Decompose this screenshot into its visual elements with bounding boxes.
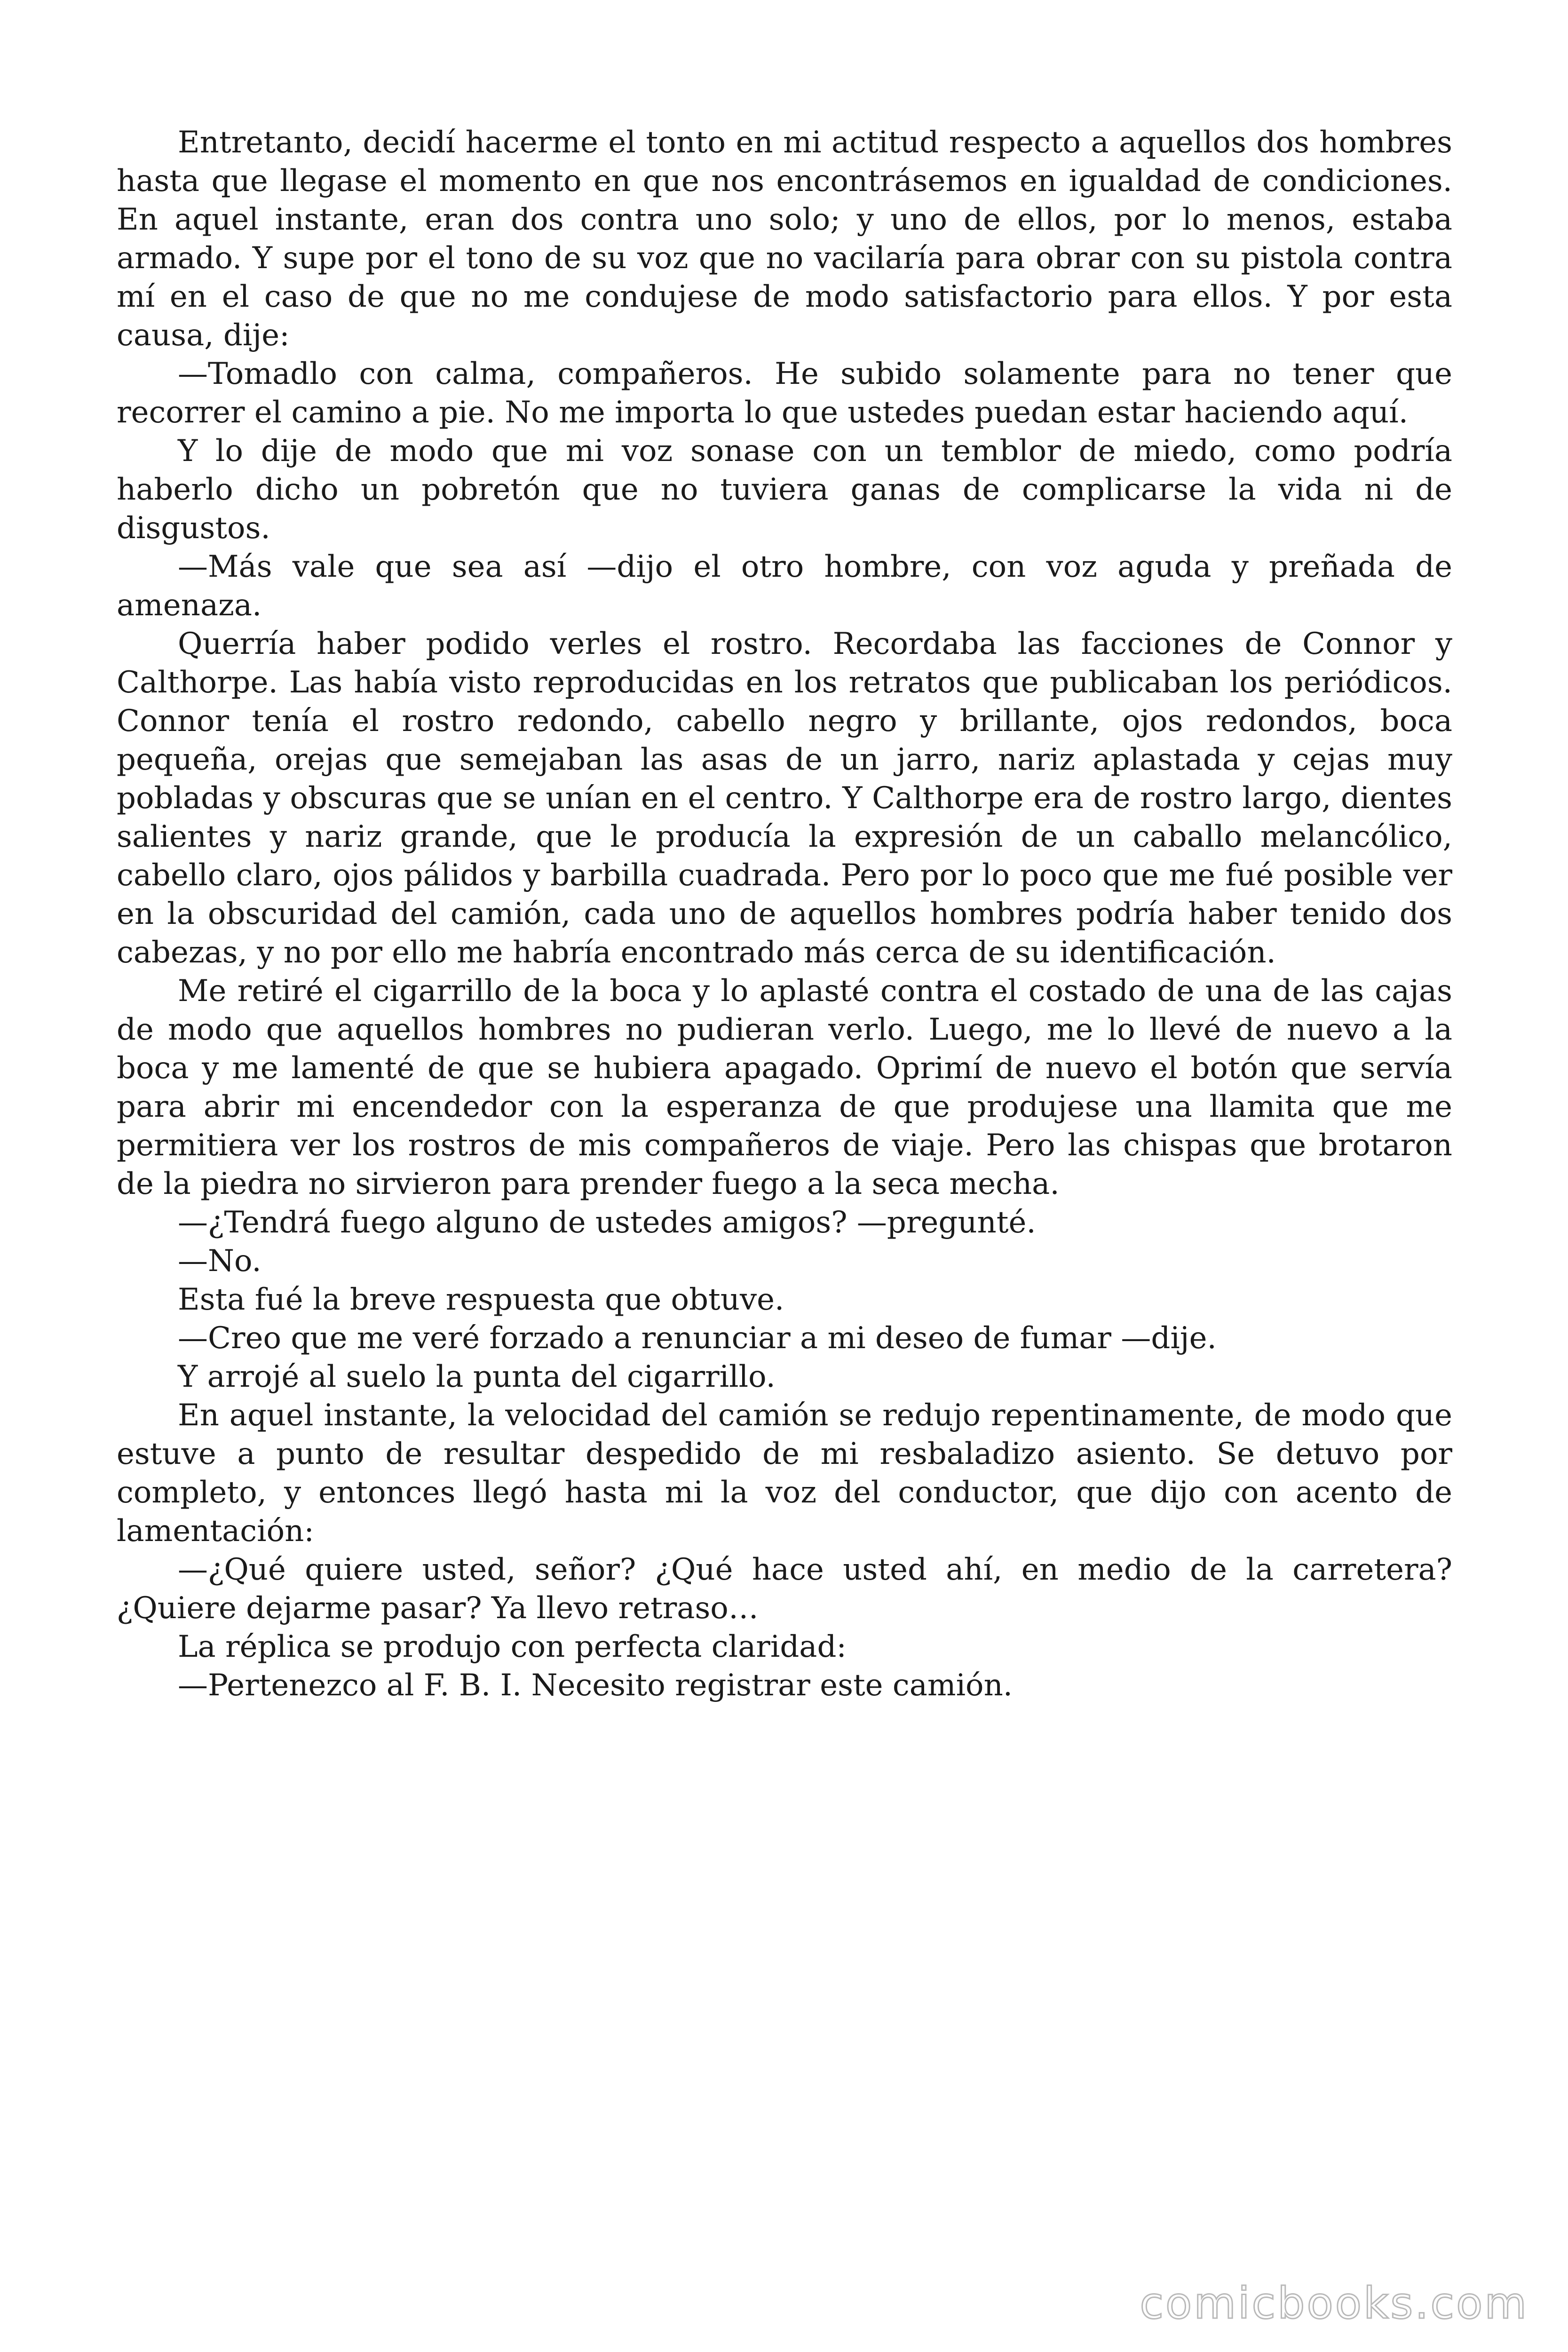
paragraph: —No. xyxy=(178,1244,261,1279)
paragraph: Me retiré el cigarrillo de la boca y lo aplasté contra el costado de una de las cajas de modo que aquellos hombres no pudieran verlo. Luego, me lo llevé de nuevo a la boca y me lamenté de que se hubiera apagado. Oprimí de nuevo el botón que servía para abrir mi encendedor con la esperanza de que produjese una llamita que me permitiera ver los rostros de mis compañeros de viaje. Pero las chispas que brotaron de la piedra no sirvieron para prender fuego a la seca mecha. xyxy=(117,974,1452,1201)
paragraph: —¿Qué quiere usted, señor? ¿Qué hace usted ahí, en medio de la carretera? ¿Quiere dejarme pasar? Ya llevo retraso… xyxy=(117,1552,1452,1626)
paragraph: Y arrojé al suelo la punta del cigarrillo. xyxy=(178,1359,776,1394)
body-text xyxy=(117,123,1452,1705)
watermark: comicbooks.com xyxy=(1140,2278,1528,2328)
paragraph: —Tomadlo con calma, compañeros. He subido solamente para no tener que recorrer el camino a pie. No me importa lo que ustedes puedan estar haciendo aquí. xyxy=(117,357,1452,430)
paragraph: Querría haber podido verles el rostro. Recordaba las facciones de Connor y Calthorpe. Las había visto reproducidas en los retratos que publicaban los periódicos. Connor tenía el rostro redondo, cabello negro y brillante, ojos redondos, boca pequeña, orejas que semejaban las asas de un jarro, nariz aplastada y cejas muy pobladas y obscuras que se unían en el centro. Y Calthorpe era de rostro largo, dientes salientes y nariz grande, que le producía la expresión de un caballo melancólico, cabello claro, ojos pálidos y barbilla cuadrada. Pero por lo poco que me fué posible ver en la obscuridad del camión, cada uno de aquellos hombres podría haber tenido dos cabezas, y no por ello me habría encontrado más cerca de su identificación. xyxy=(117,627,1452,970)
paragraph: Y lo dije de modo que mi voz sonase con un temblor de miedo, como podría haberlo dicho un pobretón que no tuviera ganas de complicarse la vida ni de disgustos. xyxy=(117,434,1452,546)
paragraph: La réplica se produjo con perfecta claridad: xyxy=(178,1629,847,1664)
paragraph: —Creo que me veré forzado a renunciar a mi deseo de fumar —dije. xyxy=(178,1321,1217,1356)
paragraph: En aquel instante, la velocidad del camión se redujo repentinamente, de modo que estuve a punto de resultar despedido de mi resbaladizo asiento. Se detuvo por completo, y entonces llegó hasta mi la voz del conductor, que dijo con acento de lamentación: xyxy=(117,1398,1452,1549)
paragraph: —Pertenezco al F. B. I. Necesito registrar este camión. xyxy=(178,1668,1013,1703)
paragraph: —Más vale que sea así —dijo el otro hombre, con voz aguda y preñada de amenaza. xyxy=(117,549,1452,623)
paragraph: Entretanto, decidí hacerme el tonto en mi actitud respecto a aquellos dos hombres hasta que llegase el momento en que nos encontrásemos en igualdad de condiciones. En aquel instante, eran dos contra uno solo; y uno de ellos, por lo menos, estaba armado. Y supe por el tono de su voz que no vacilaría para obrar con su pistola contra mí en el caso de que no me condujese de modo satisfactorio para ellos. Y por esta causa, dije: xyxy=(117,125,1452,353)
paragraph: Esta fué la breve respuesta que obtuve. xyxy=(178,1282,784,1317)
paragraph: —¿Tendrá fuego alguno de ustedes amigos? —pregunté. xyxy=(178,1205,1036,1240)
